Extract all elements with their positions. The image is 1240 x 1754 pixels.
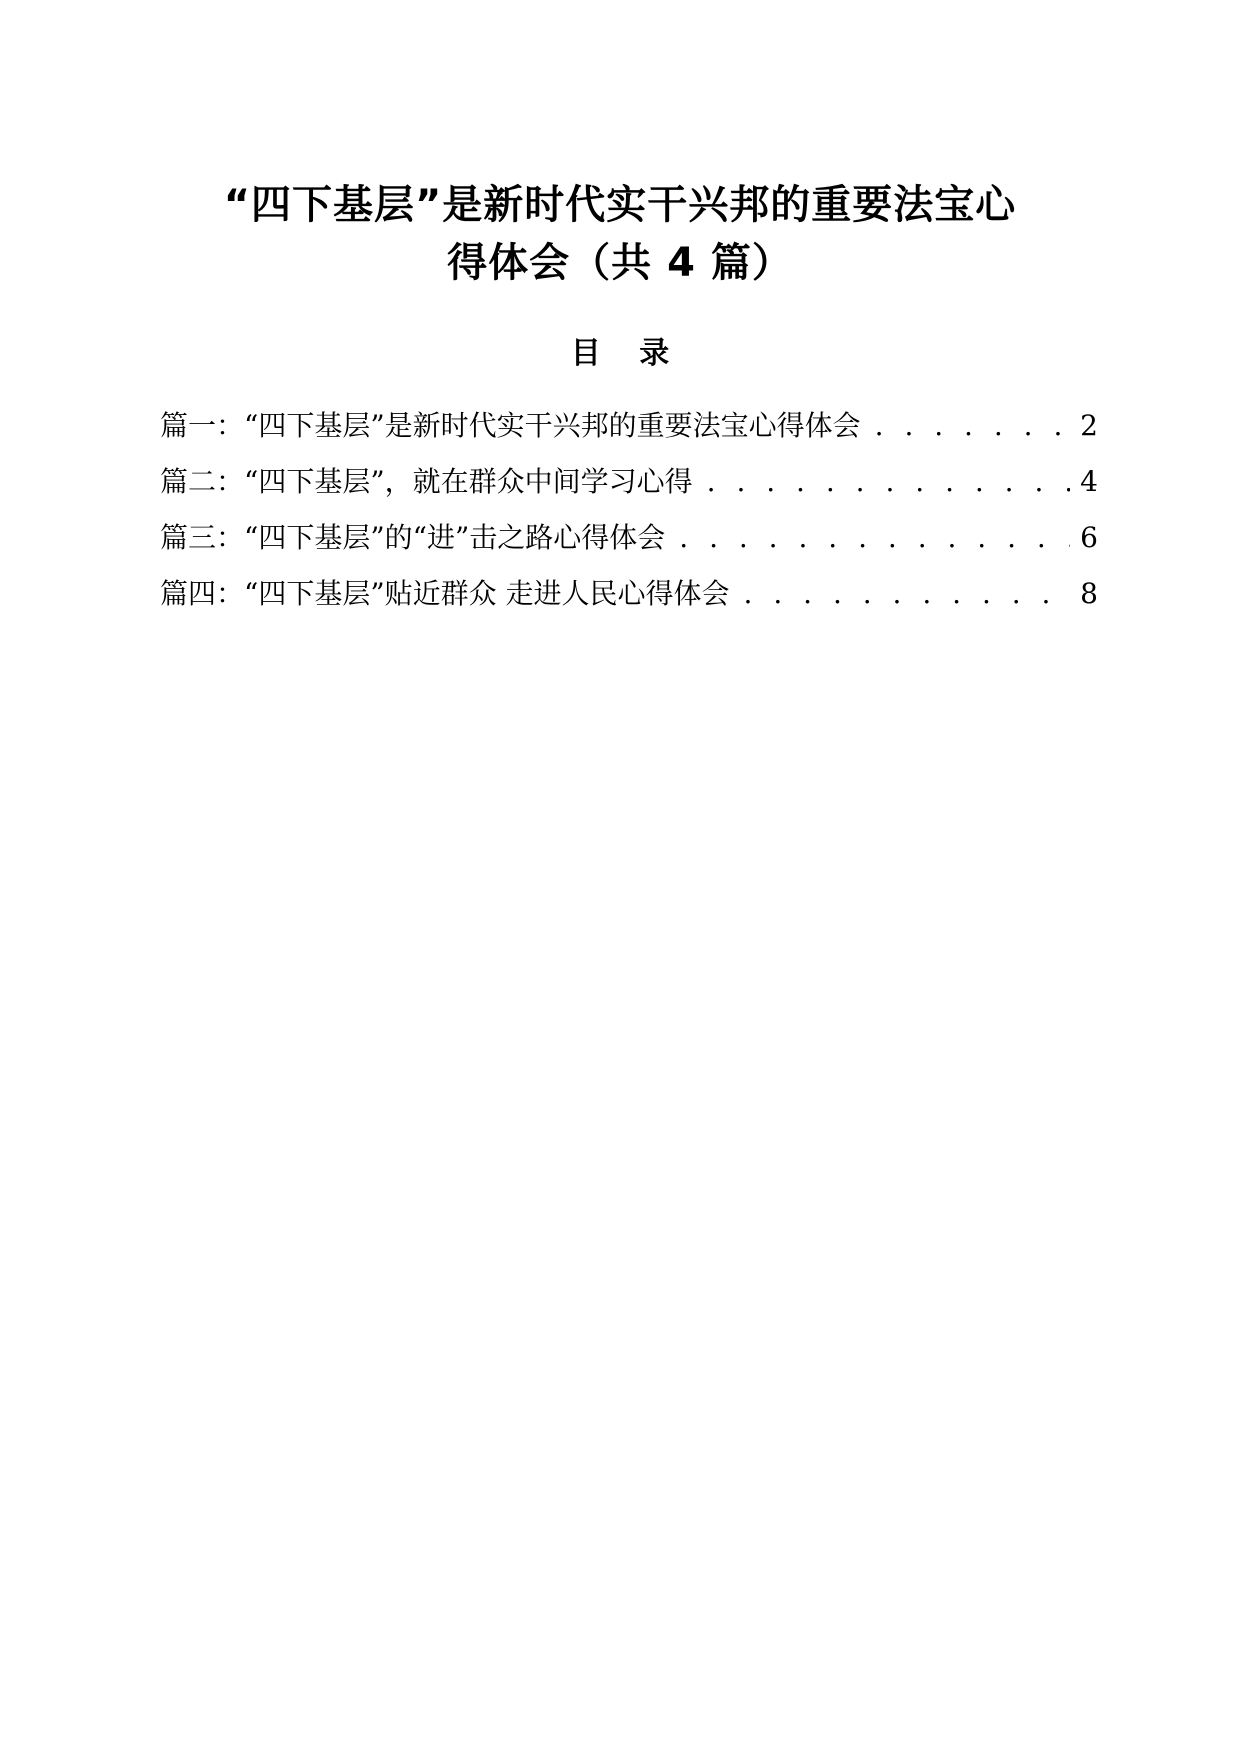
toc-entry-page-number[interactable]: 6	[1080, 521, 1098, 554]
toc-entry-title[interactable]: “四下基层”的“进”击之路心得体会	[244, 521, 666, 554]
toc-entry-4[interactable]	[160, 566, 1098, 622]
document-title	[150, 176, 1090, 292]
toc-entry-label: 篇四：	[160, 577, 245, 610]
toc-heading-char-2: 录	[639, 336, 670, 371]
toc-entry-title[interactable]: “四下基层”，就在群众中间学习心得	[244, 465, 693, 498]
toc-entry-1[interactable]	[160, 398, 1098, 454]
toc-entry-page-number[interactable]: 4	[1080, 465, 1098, 498]
document-title-line-2: 得体会（共 4 篇）	[447, 240, 793, 286]
toc-dot-leader	[707, 454, 1071, 510]
table-of-contents	[160, 398, 1098, 622]
toc-dot-leader	[875, 398, 1071, 454]
toc-entry-page-number[interactable]: 2	[1080, 409, 1098, 442]
toc-entry-title[interactable]: “四下基层”贴近群众 走进人民心得体会	[244, 577, 730, 610]
document-title-line-1: “四下基层”是新时代实干兴邦的重要法宝心	[223, 182, 1017, 228]
toc-entry-label: 篇二：	[160, 465, 245, 498]
toc-entry-title[interactable]: “四下基层”是新时代实干兴邦的重要法宝心得体会	[244, 409, 861, 442]
toc-entry-3[interactable]	[160, 510, 1098, 566]
toc-entry-label: 篇三：	[160, 521, 245, 554]
toc-entry-label: 篇一：	[160, 409, 245, 442]
toc-entry-2[interactable]	[160, 454, 1098, 510]
toc-heading	[0, 334, 1240, 374]
toc-dot-leader	[679, 510, 1070, 566]
toc-dot-leader	[744, 566, 1071, 622]
toc-heading-char-1: 目	[570, 336, 601, 371]
toc-entry-page-number[interactable]: 8	[1080, 577, 1098, 610]
